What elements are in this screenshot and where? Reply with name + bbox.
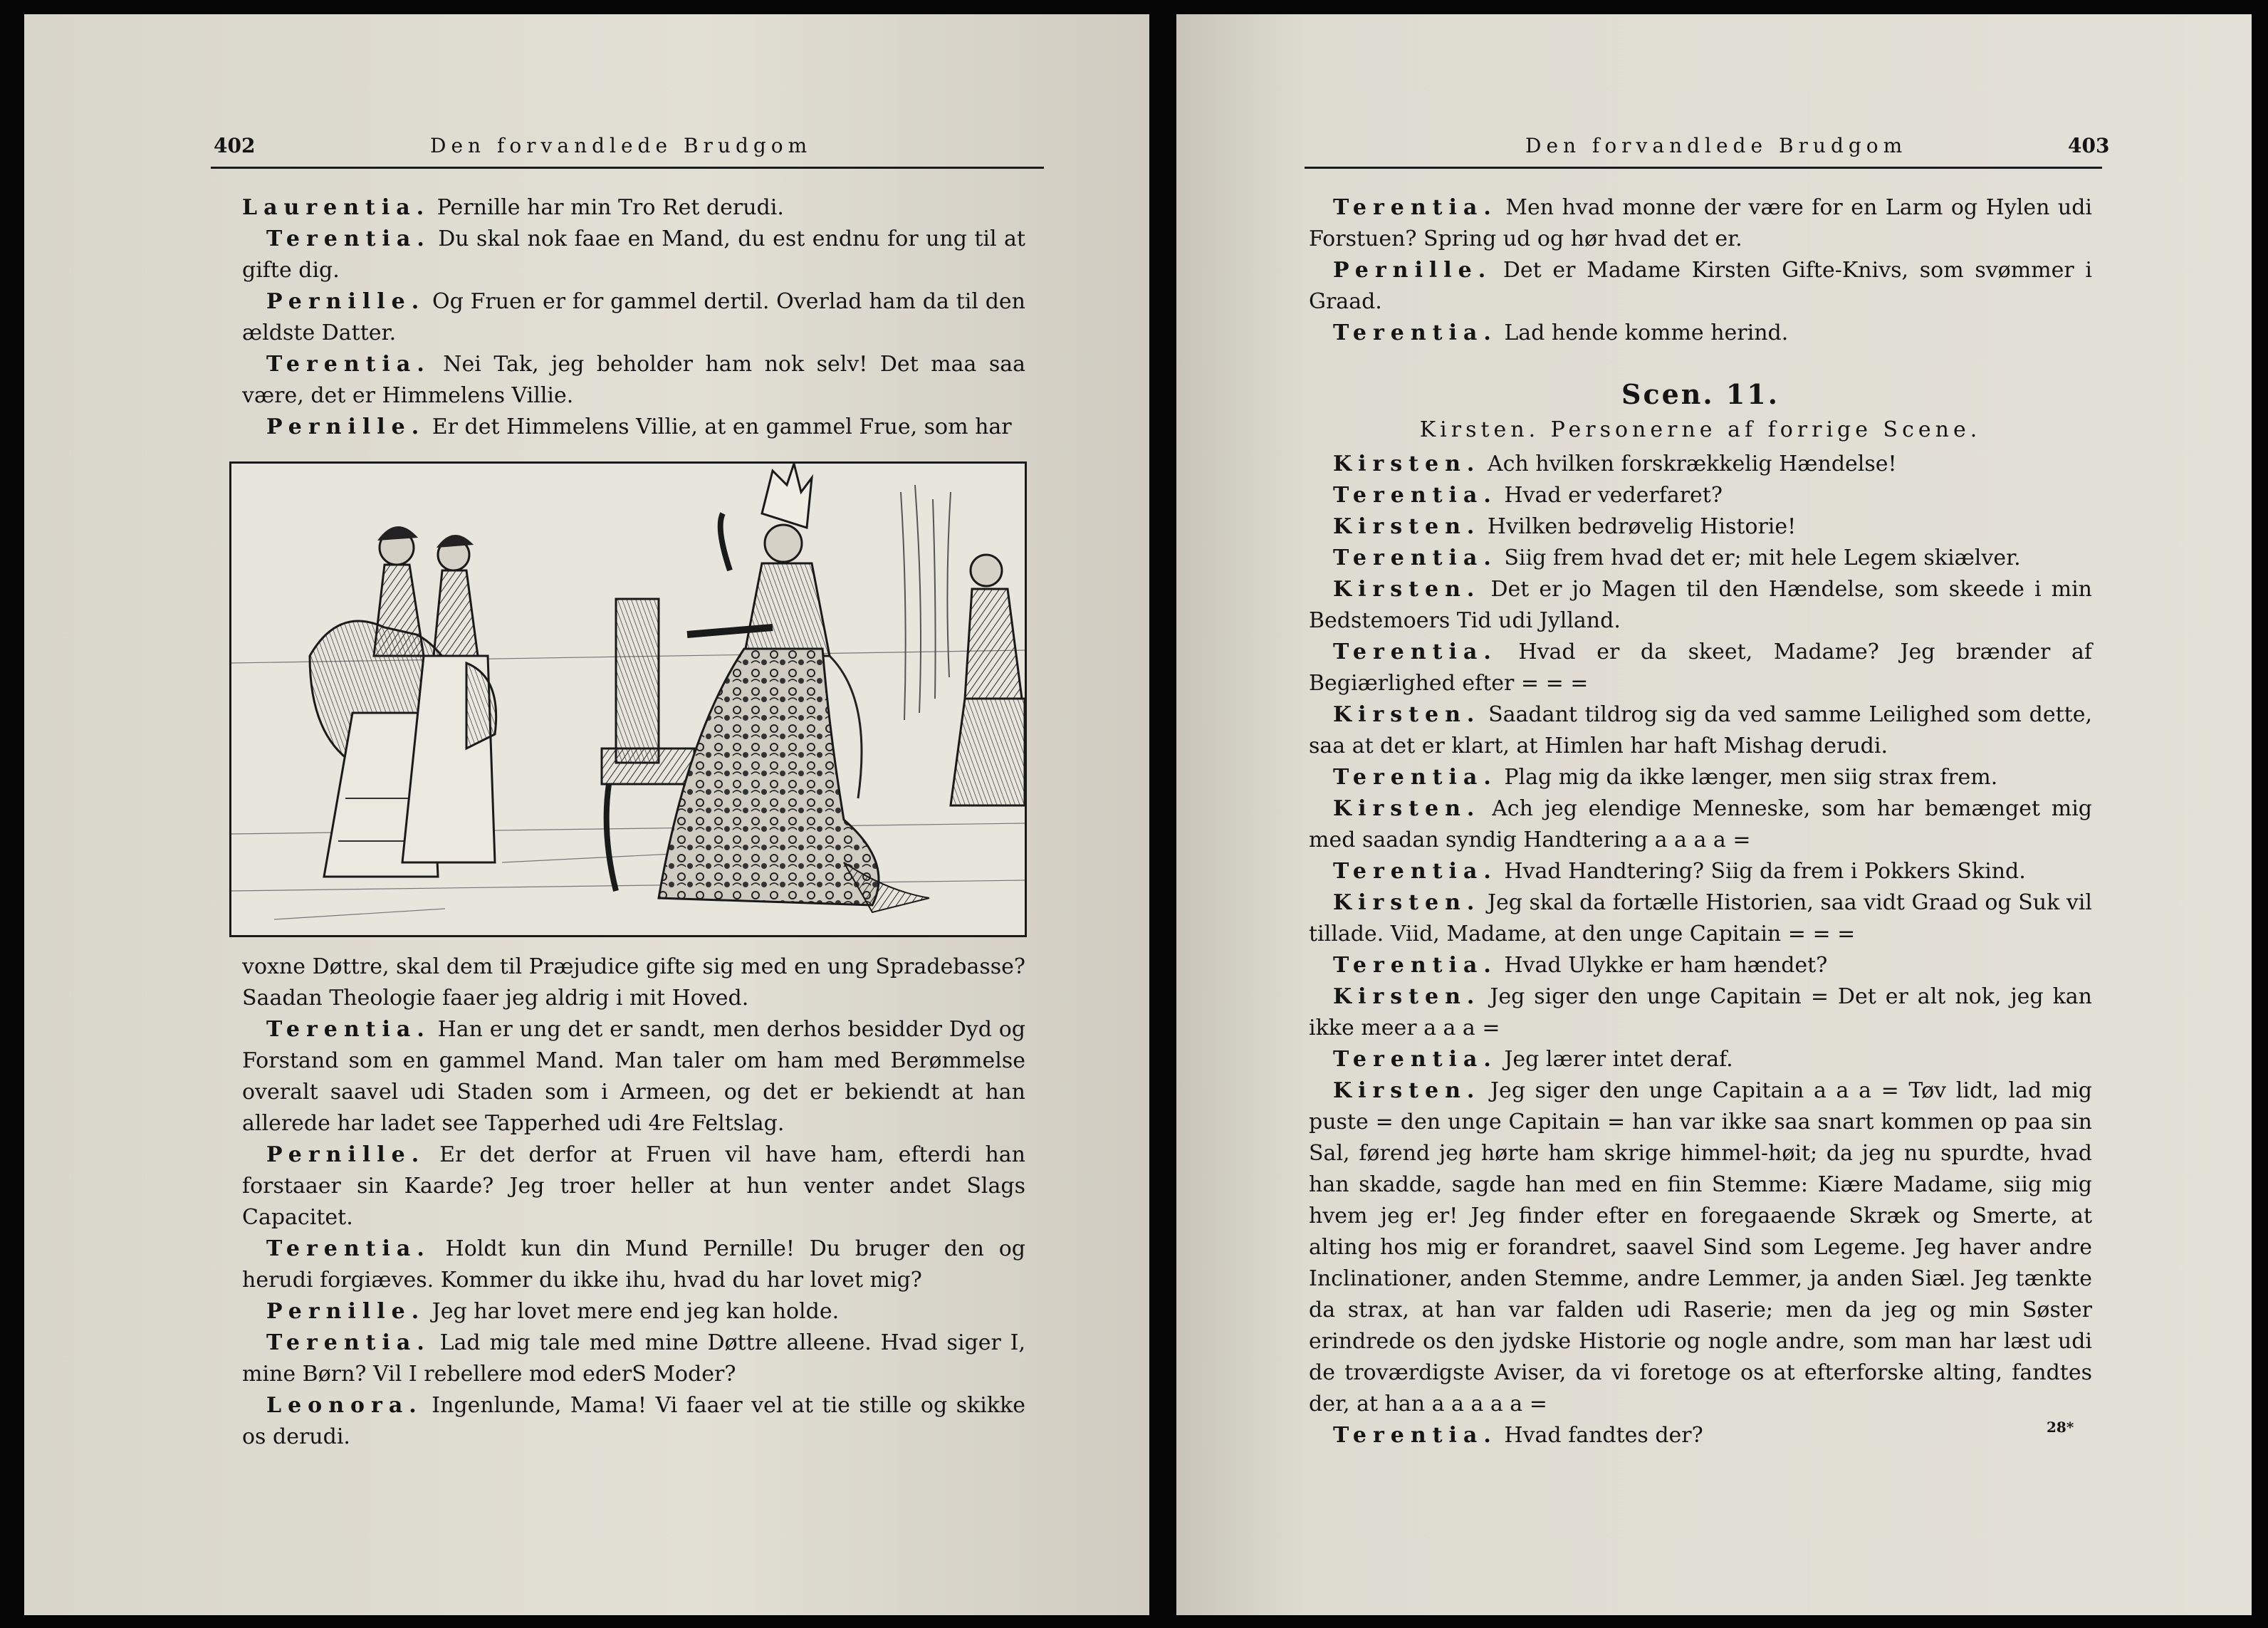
- speaker-name: Terentia.: [1333, 483, 1498, 508]
- dialogue-line: Kirsten. Ach jeg elendige Menneske, som har bemænget mig med saadan syndig Handtering a a a a =: [1309, 796, 2092, 852]
- dialogue-line: Terentia. Men hvad monne der være for en Larm og Hylen udi Forstuen? Spring ud og hør hvad det er.: [1309, 195, 2092, 251]
- speaker-name: Terentia.: [266, 1236, 431, 1261]
- speaker-name: Kirsten.: [1333, 984, 1481, 1009]
- signature-mark: 28*: [2047, 1419, 2074, 1436]
- running-title-right: Den forvandlede Brudgom: [1525, 134, 1908, 157]
- speaker-name: Pernille.: [266, 289, 426, 314]
- dialogue-line: Laurentia. Pernille har min Tro Ret derudi.: [242, 195, 784, 220]
- speaker-name: Terentia.: [266, 1330, 431, 1355]
- engraving-drawing: [231, 464, 1025, 935]
- speaker-name: Leonora.: [266, 1393, 423, 1418]
- dialogue-line: Terentia. Plag mig da ikke længer, men siig strax frem.: [1333, 765, 1998, 790]
- speaker-name: Terentia.: [1333, 765, 1498, 790]
- speaker-name: Terentia.: [1333, 1047, 1498, 1072]
- dialogue-line: Terentia. Hvad fandtes der?: [1333, 1423, 1703, 1448]
- speaker-name: Kirsten.: [1333, 796, 1481, 821]
- dialogue-line: Kirsten. Ach hvilken forskrækkelig Hændelse!: [1333, 452, 1897, 476]
- running-title-left: Den forvandlede Brudgom: [430, 134, 812, 157]
- dialogue-line: Leonora. Ingenlunde, Mama! Vi faaer vel at tie stille og skikke os derudi.: [242, 1393, 1025, 1449]
- dialogue-line: Kirsten. Jeg siger den unge Capitain a a a = Tøv lidt, lad mig puste = den unge Capitain = han var ikke saa snart kommen op paa sin Sal, førend jeg hørte ham skrige himmel-høit; da jeg nu spurdte, hvad han skadde, sagde han med en fiin Stemme: Kiære Madame, siig mig hvem jeg er! Jeg finder efter en foregaaende Skræk og Smerte, at alting hos mig er forandret, saavel Sind som Legeme. Jeg haver andre Inclinationer, anden Stemme, andre Lemmer, ja anden Siæl. Jeg tænkte da strax, at han var falden udi Raserie; men da jeg og min Søster erindrede os den jydske Historie og nogle andre, som man har læst udi de troværdigste Aviser, da vi foretoge os at efterforske alting, fandtes der, at han a a a a a =: [1309, 1078, 2092, 1416]
- speaker-name: Kirsten.: [1333, 890, 1481, 915]
- dialogue-line: Kirsten. Jeg skal da fortælle Historien, saa vidt Graad og Suk vil tillade. Viid, Madame, at den unge Capitain = = =: [1309, 890, 2092, 946]
- dialogue-line: Kirsten. Hvilken bedrøvelig Historie!: [1333, 514, 1797, 539]
- speaker-name: Pernille.: [266, 1142, 426, 1167]
- speaker-name: Kirsten.: [1333, 514, 1481, 539]
- dialogue-line: Terentia. Hvad er vederfaret?: [1333, 483, 1723, 508]
- left-lower-text: [242, 951, 1025, 1453]
- speaker-name: Terentia.: [1333, 859, 1498, 884]
- dialogue-line: Pernille. Jeg har lovet mere end jeg kan holde.: [266, 1299, 840, 1324]
- speaker-name: Terentia.: [1333, 320, 1498, 345]
- header-rule-left: [211, 167, 1044, 169]
- dialogue-line: Terentia. Lad mig tale med mine Døttre alleene. Hvad siger I, mine Børn? Vil I rebellere mod ederS Moder?: [242, 1330, 1025, 1387]
- header-rule-right: [1305, 167, 2102, 169]
- dialogue-line: Terentia. Jeg lærer intet deraf.: [1333, 1047, 1733, 1072]
- engraving-illustration: [229, 461, 1027, 937]
- right-text: [1309, 192, 2092, 1451]
- dialogue-line: Pernille. Er det Himmelens Villie, at en gammel Frue, som har: [266, 414, 1012, 439]
- right-page: [1176, 14, 2252, 1615]
- dialogue-line: Kirsten. Jeg siger den unge Capitain = Det er alt nok, jeg kan ikke meer a a a =: [1309, 984, 2092, 1040]
- speaker-name: Pernille.: [266, 414, 426, 439]
- speaker-name: Terentia.: [1333, 195, 1498, 220]
- dialogue-line: Terentia. Hvad er da skeet, Madame? Jeg brænder af Begiærlighed efter = = =: [1309, 640, 2092, 696]
- page-number-left: 402: [214, 134, 256, 157]
- speaker-name: Kirsten.: [1333, 1078, 1481, 1103]
- dialogue-line: Kirsten. Saadant tildrog sig da ved samme Leilighed som dette, saa at det er klart, at Himlen har haft Mishag derudi.: [1309, 702, 2092, 758]
- speaker-name: Kirsten.: [1333, 452, 1481, 476]
- speaker-name: Kirsten.: [1333, 702, 1481, 727]
- dialogue-line: Terentia. Du skal nok faae en Mand, du est endnu for ung til at gifte dig.: [242, 226, 1025, 283]
- dialogue-line: Terentia. Siig frem hvad det er; mit hele Legem skiælver.: [1333, 546, 2021, 570]
- speaker-name: Kirsten.: [1333, 577, 1481, 602]
- speaker-name: Terentia.: [1333, 1423, 1498, 1448]
- dialogue-line: Terentia. Lad hende komme herind.: [1333, 320, 1789, 345]
- dialogue-line: Pernille. Det er Madame Kirsten Gifte-Knivs, som svømmer i Graad.: [1309, 258, 2092, 314]
- left-upper-text: [242, 192, 1025, 443]
- dialogue-line: voxne Døttre, skal dem til Præjudice gifte sig med en ung Spradebasse? Saadan Theologie faaer jeg aldrig i mit Hoved.: [242, 954, 1025, 1011]
- dialogue-line: Terentia. Holdt kun din Mund Pernille! Du bruger den og herudi forgiæves. Kommer du ikke ihu, hvad du har lovet mig?: [242, 1236, 1025, 1293]
- speaker-name: Terentia.: [1333, 640, 1498, 664]
- speaker-name: Laurentia.: [242, 195, 431, 220]
- speaker-name: Terentia.: [1333, 953, 1498, 978]
- dialogue-line: Terentia. Han er ung det er sandt, men derhos besidder Dyd og Forstand som en gammel Mand. Man taler om ham med Berømmelse overalt saavel udi Staden som i Armeen, og det er bekiendt at han allerede har ladet see Tapperhed udi 4re Feltslag.: [242, 1017, 1025, 1136]
- speaker-name: Terentia.: [266, 352, 431, 377]
- speaker-name: Terentia.: [1333, 546, 1498, 570]
- speaker-name: Terentia.: [266, 226, 431, 251]
- speaker-name: Pernille.: [1333, 258, 1493, 283]
- dialogue-line: Terentia. Hvad Ulykke er ham hændet?: [1333, 953, 1828, 978]
- speaker-name: Pernille.: [266, 1299, 426, 1324]
- scene-heading: Scen. 11.: [1621, 378, 1780, 410]
- dialogue-line: Kirsten. Det er jo Magen til den Hændelse, som skeede i min Bedstemoers Tid udi Jylland.: [1309, 577, 2092, 633]
- dialogue-line: Pernille. Og Fruen er for gammel dertil. Overlad ham da til den ældste Datter.: [242, 289, 1025, 345]
- left-page: [24, 14, 1149, 1615]
- scene-persons: Kirsten. Personerne af forrige Scene.: [1419, 417, 1982, 442]
- page-number-right: 403: [2068, 134, 2110, 157]
- dialogue-line: Terentia. Nei Tak, jeg beholder ham nok selv! Det maa saa være, det er Himmelens Villie.: [242, 352, 1025, 408]
- dialogue-line: Pernille. Er det derfor at Fruen vil have ham, efterdi han forstaaer sin Kaarde? Jeg troer heller at hun venter andet Slags Capacitet.: [242, 1142, 1025, 1230]
- dialogue-line: Terentia. Hvad Handtering? Siig da frem i Pokkers Skind.: [1333, 859, 2026, 884]
- speaker-name: Terentia.: [266, 1017, 431, 1042]
